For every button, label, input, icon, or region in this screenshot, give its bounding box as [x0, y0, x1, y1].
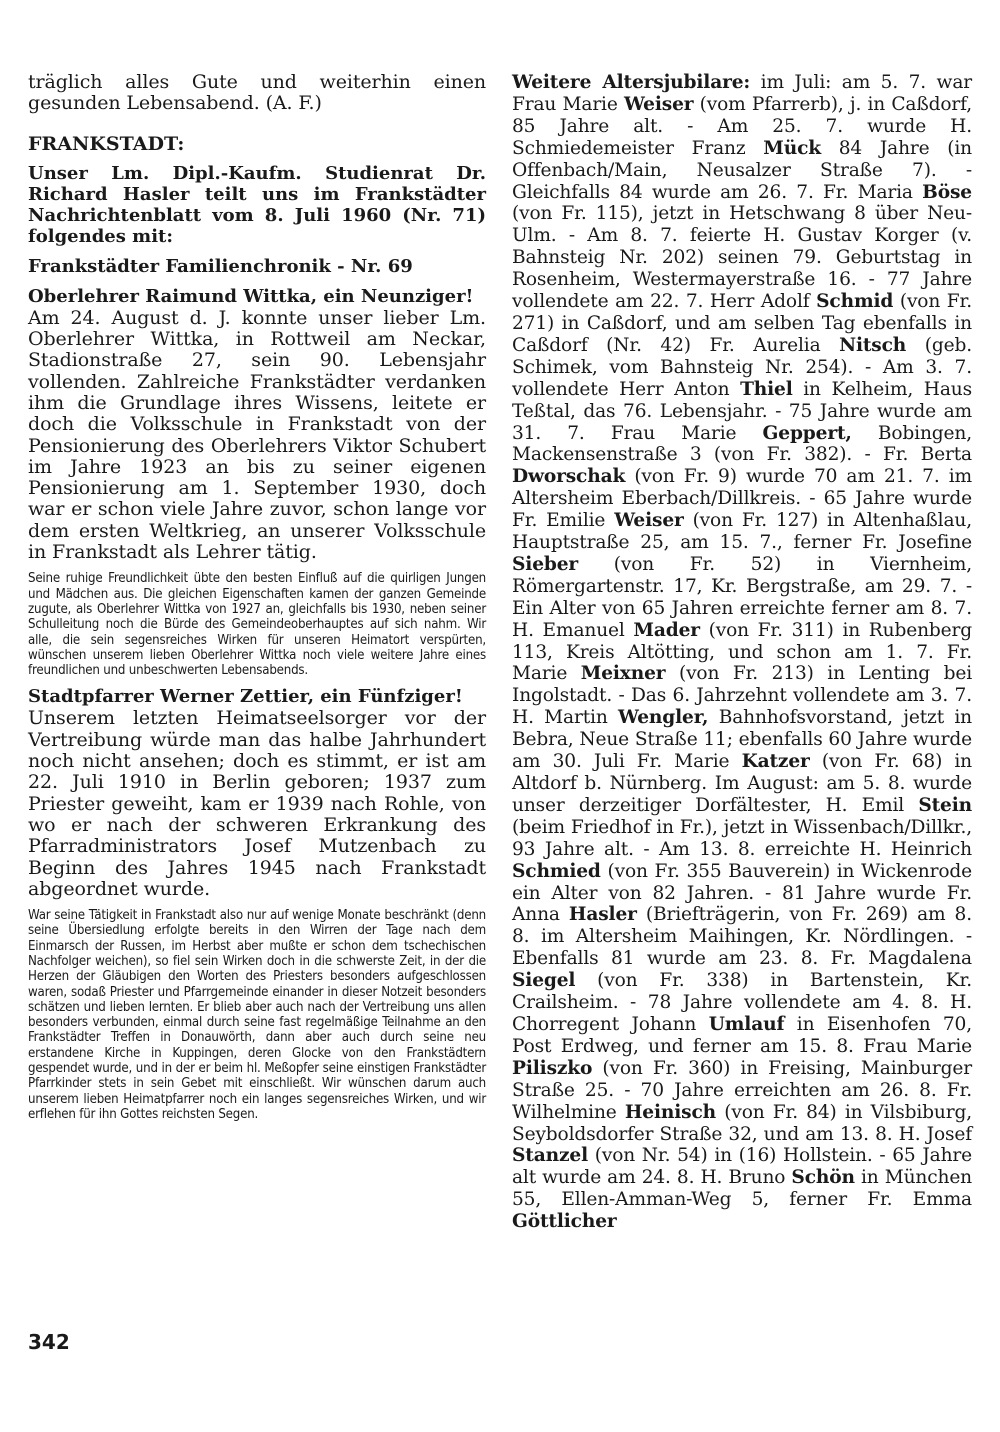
jubilee-name: Böse — [922, 181, 972, 203]
jubilee-name: Schön — [791, 1167, 855, 1189]
article1-lead: Am 24. August d. J. konnte unser lieber Lm. Oberlehrer Wittka, in Rottweil am Neckar, Stadionstraße 27, sein 90. Lebensjahr vollenden. Zahlreiche Frankstädter verdanken ihm die Grundlage ihres Wissens, leitete er doch die Volksschule in Frankstadt von der Pensionierung des Oberlehrers Viktor Schubert im Jahre 1923 an bis zu seiner eigenen Pensionierung am 1. September 1930, doch war er schon viele Jahre zuvor, schon lange vor dem ersten Weltkrieg, an unserer Volksschule in Frankstadt als Lehrer tätig. — [28, 306, 486, 564]
jubilee-name: Schmied — [512, 860, 601, 882]
jubilee-text-segment: (von Fr. 338) in Bartenstein, Kr. Crailsheim. - 78 Jahre vollendete am 4. 8. H. Chorregent Johann — [512, 970, 972, 1035]
jubilee-text-segment: (vom Pfarrerb), j. in Caßdorf, 85 Jahre alt. - Am 25. 7. wurde H. Schmiedemeister Franz — [512, 93, 972, 159]
article1-headline: Oberlehrer Raimund Wittka, ein Neunziger! — [28, 285, 474, 307]
jubilee-name: Hasler — [568, 904, 637, 926]
right-column — [512, 72, 972, 1233]
jubilee-name: Weiser — [623, 93, 694, 115]
jubilee-text-segment: in Kelheim, Haus Teßtal, das 76. Lebensjahr. - 75 Jahre wurde am 31. 7. Frau Marie — [512, 378, 972, 444]
jubilee-text-segment: (von Nr. 54) in (16) Hollstein. - 65 Jahre alt wurde am 24. 8. H. Bruno — [512, 1145, 972, 1189]
jubilee-name: Mück — [763, 137, 821, 159]
jubilee-text-segment: (von Fr. 360) in Freising, Mainburger Straße 25. - 70 Jahre erreichten am 26. 8. Fr. Wilhelmine — [512, 1057, 972, 1123]
jubilee-name: Göttlicher — [512, 1211, 617, 1233]
jubilee-name: Mader — [633, 619, 700, 641]
jubilee-text-segment: (von Fr. 68) in Altdorf b. Nürnberg. Im August: am 5. 8. wurde unser derzeitiger Dorfältester, H. Emil — [512, 751, 973, 816]
jubilee-text-segment: (von Fr. 115), jetzt in Hetschwang 8 über Neu-Ulm. - Am 8. 7. feierte H. Gustav Korger (v. Bahnsteig Nr. 202) seinen 79. Geburtstag in Rosenheim, Westermayerstraße 16. - 77 Jahre vollendete am 22. 7. Herr Adolf — [512, 203, 972, 313]
jubilee-name: Meixner — [580, 663, 666, 685]
jubilee-name: Stein — [918, 794, 972, 816]
jubilee-text-segment: (von Fr. 9) wurde 70 am 21. 7. im Altersheim Eberbach/Dillkreis. - 65 Jahre wurde Fr. Emilie — [512, 466, 972, 532]
jubilee-name: Siegel — [512, 970, 576, 992]
jubilee-name: Piliszko — [512, 1057, 593, 1079]
jubilee-text-segment: (von Fr. 127) in Altenhaßlau, Hauptstraße 25, am 15. 7., ferner Fr. Josefine — [512, 510, 972, 554]
jubilee-name: Thiel — [740, 378, 793, 400]
article2-lead: Unserem letzten Heimatseelsorger vor der Vertreibung würde man das halbe Jahrhundert noch nicht ansehen; doch es stimmt, er ist am 22. Juli 1910 in Berlin geboren; 1937 zum Priester geweiht, kam er 1939 nach Rohle, von wo er nach der schweren Erkrankung des Pfarradministrators Josef Mutzenbach zu Beginn des Jahres 1945 nach Frankstadt abgeordnet wurde. — [28, 707, 486, 900]
jubilee-text-segment: (von Fr. 311) in Rubenberg 113, Kreis Altötting, und schon am 1. 7. Fr. Marie — [512, 619, 972, 685]
jubilee-name: Heinisch — [624, 1101, 717, 1123]
jubilee-text-segment: 84 Jahre (in Offenbach/Main, Neusalzer Straße 7). - Gleichfalls 84 wurde am 26. 7. Fr. Maria — [512, 137, 972, 203]
jubilee-text-segment: (beim Friedhof in Fr.), jetzt in Wissenbach/Dillkr., 93 Jahre alt. - Am 13. 8. erreichte H. Heinrich — [512, 816, 972, 860]
chronicle-title: Frankstädter Familienchronik - Nr. 69 — [28, 255, 413, 277]
jubilee-text-segment: im Juli: am 5. 7. war Frau Marie — [512, 72, 972, 115]
article2-body: War seine Tätigkeit in Frankstadt also nur auf wenige Monate beschränkt (denn seine Übersiedlung erfolgte bereits in den Wirren der Tage nach dem Einmarsch der Russen, im Herbst aber mußte er schon dem tschechischen Nachfolger weichen), so fiel sein Wirken doch in die schwerste Zeit, in der die Herzen der Gläubigen den Worten des Priesters besonders aufgeschlossen waren, sodaß Priester und Pfarrgemeinde einander in dieser Notzeit besonders schätzen und lieben lernten. Er blieb aber auch nach der Vertreibung uns allen besonders verbunden, einmal durch seine fast regelmäßige Teilnahme an den Frankstädter Treffen in Donauwörth, dann aber auch durch seine neu erstandene Kirche in Kuppingen, deren Glocke von den Frankstädtern gespendet wurde, und in der er beim hl. Meßopfer seine einstigen Frankstädter Pfarrkinder stets in sein Gebet mit einschließt. Wir wünschen darum auch unserem lieben Heimatpfarrer noch ein langes segensreiches Wirken, und wir erflehen für ihn Gottes reichsten Segen. — [28, 908, 486, 1122]
jubilee-text-segment: (Briefträgerin, von Fr. 269) am 8. 8. im Altersheim Maihingen, Kr. Nördlingen. - Ebenfalls 81 wurde am 23. 8. Fr. Magdalena — [512, 904, 972, 970]
jubilee-name: Dworschak — [512, 466, 626, 488]
jubilee-text-segment: (von Fr. 213) in Lenting bei Ingolstadt. - Das 6. Jahrzehnt vollendete am 3. 7. H. Martin — [512, 663, 972, 729]
jubilee-text-segment: (von Fr. 355 Bauverein) in Wickenrode ein Alter von 82 Jahren. - 81 Jahre wurde Fr. Anna — [512, 860, 972, 926]
left-column — [28, 72, 486, 1122]
jubilee-text-segment: in Eisenhofen 70, Post Erdweg, und ferner am 15. 8. Frau Marie — [512, 1013, 972, 1057]
article1-body: Seine ruhige Freundlichkeit übte den besten Einfluß auf die quirligen Jungen und Mädchen aus. Die gleichen Eigenschaften kamen der ganzen Gemeinde zugute, als Oberlehrer Wittka von 1927 an, gleichfalls bis 1930, neben seiner Schulleitung noch die Bürde des Gemeindeoberhauptes auf sich nahm. Wir alle, die sein segensreiches Wirken für unseren Heimatort verspürten, wünschen unserem lieben Oberlehrer Wittka noch viele weitere Jahre eines freundlichen und unbeschwerten Lebensabends. — [28, 571, 486, 679]
article2-headline: Stadtpfarrer Werner Zettier, ein Fünfziger! — [28, 686, 463, 708]
jubilee-text-segment: (geb. Schimek, vom Bahnsteig Nr. 254). - Am 3. 7. vollendete Herr Anton — [512, 334, 972, 400]
jubilee-name: Schmid — [816, 291, 894, 313]
jubilee-name: Nitsch — [839, 334, 907, 356]
jubilee-name: Stanzel — [512, 1145, 588, 1167]
section-title: FRANKSTADT: — [28, 132, 185, 155]
jubilee-name: Katzer — [741, 751, 810, 773]
jubilee-name: Wengler, — [618, 707, 709, 729]
intro-text: Unser Lm. Dipl.-Kaufm. Studienrat Dr. Richard Hasler teilt uns im Frankstädter Nachrichtenblatt vom 8. Juli 1960 (Nr. 71) folgendes mit: — [28, 162, 486, 248]
jubilee-text-segment: (von Fr. 84) in Vilsbiburg, Seyboldsdorfer Straße 32, und am 13. 8. H. Josef — [512, 1101, 972, 1145]
opening-text: träglich alles Gute und weiterhin einen gesunden Lebensabend. (A. F.) — [28, 71, 486, 115]
jubilee-text-segment: (von Fr. 52) in Viernheim, Römergartenstr. 17, Kr. Bergstraße, am 29. 7. - Ein Alter von 65 Jahren erreichte ferner am 8. 7. H. Emanuel — [512, 553, 972, 641]
jubilee-text-segment: (von Fr. 271) in Caßdorf, und am selben Tag ebenfalls in Caßdorf (Nr. 42) Fr. Aurelia — [512, 291, 972, 356]
page-number: 342 — [28, 1330, 70, 1354]
jubilee-text-segment: Bobingen, Mackensenstraße 3 (von Fr. 382). - Fr. Berta — [512, 422, 972, 466]
jubilee-name: Umlauf — [708, 1013, 785, 1035]
jubilee-text-segment: Bahnhofsvorstand, jetzt in Bebra, Neue Straße 11; ebenfalls 60 Jahre wurde am 30. Juli Fr. Marie — [512, 707, 972, 773]
jubilee-list — [512, 72, 972, 1233]
jubilee-name: Sieber — [512, 553, 579, 575]
jubilee-name: Weiser — [614, 510, 684, 532]
jubilee-name: Geppert, — [762, 422, 852, 444]
jubilee-text-segment: in München 55, Ellen-Amman-Weg 5, ferner Fr. Emma — [512, 1167, 972, 1211]
jubilee-name: Weitere Altersjubilare: — [512, 72, 751, 93]
